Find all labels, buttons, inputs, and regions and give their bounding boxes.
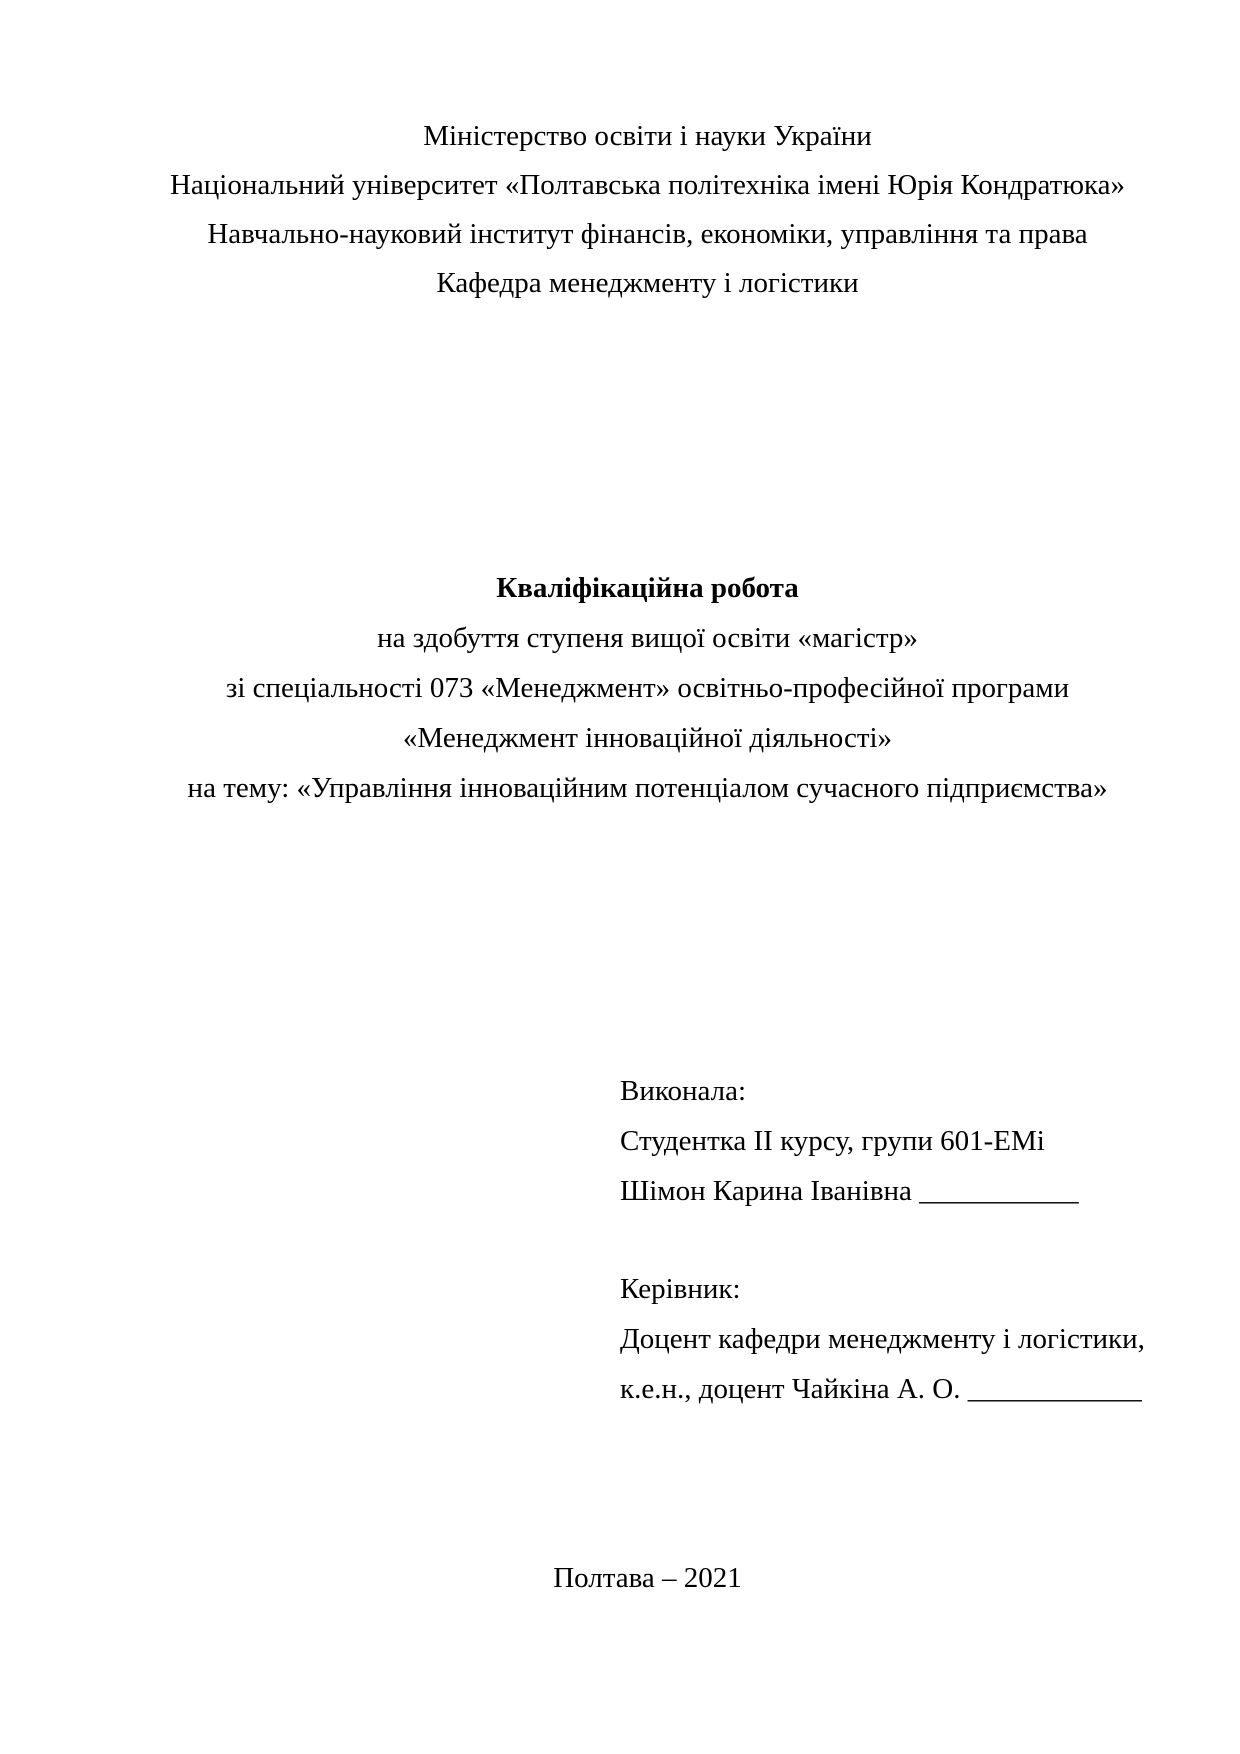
executor-label: Виконала: [620,1075,747,1107]
executor-block [620,1066,1180,1216]
supervisor-position-line: Доцент кафедри менеджменту і логістики, [620,1323,1145,1355]
program-line: «Менеджмент інноваційної діяльності» [402,722,893,754]
degree-line: на здобуття ступеня вищої освіти «магістр» [377,622,918,654]
footer-block [118,1553,1177,1603]
header-block [118,112,1177,308]
institute-line: Навчально-науковий інститут фінансів, економіки, управління та права [207,218,1088,250]
specialty-line: зі спеціальності 073 «Менеджмент» освітньо-професійної програми [225,672,1070,704]
executor-name-line: Шімон Карина Іванівна ___________ [620,1175,1079,1207]
ministry-line: Міністерство освіти і науки України [423,120,872,152]
topic-line: на тему: «Управління інноваційним потенціалом сучасного підприємства» [187,772,1108,804]
executor-course-line: Студентка ІІ курсу, групи 601-ЕМі [620,1125,1045,1157]
supervisor-block [620,1264,1180,1414]
title-block [118,563,1177,813]
supervisor-label: Керівник: [620,1273,741,1305]
department-line: Кафедра менеджменту і логістики [436,267,859,299]
supervisor-name-line: к.е.н., доцент Чайкіна А. О. ____________ [620,1373,1142,1405]
university-line: Національний університет «Полтавська політехніка імені Юрія Кондратюка» [169,169,1126,201]
work-title: Кваліфікаційна робота [496,572,799,604]
city-year-line: Полтава – 2021 [553,1562,742,1594]
